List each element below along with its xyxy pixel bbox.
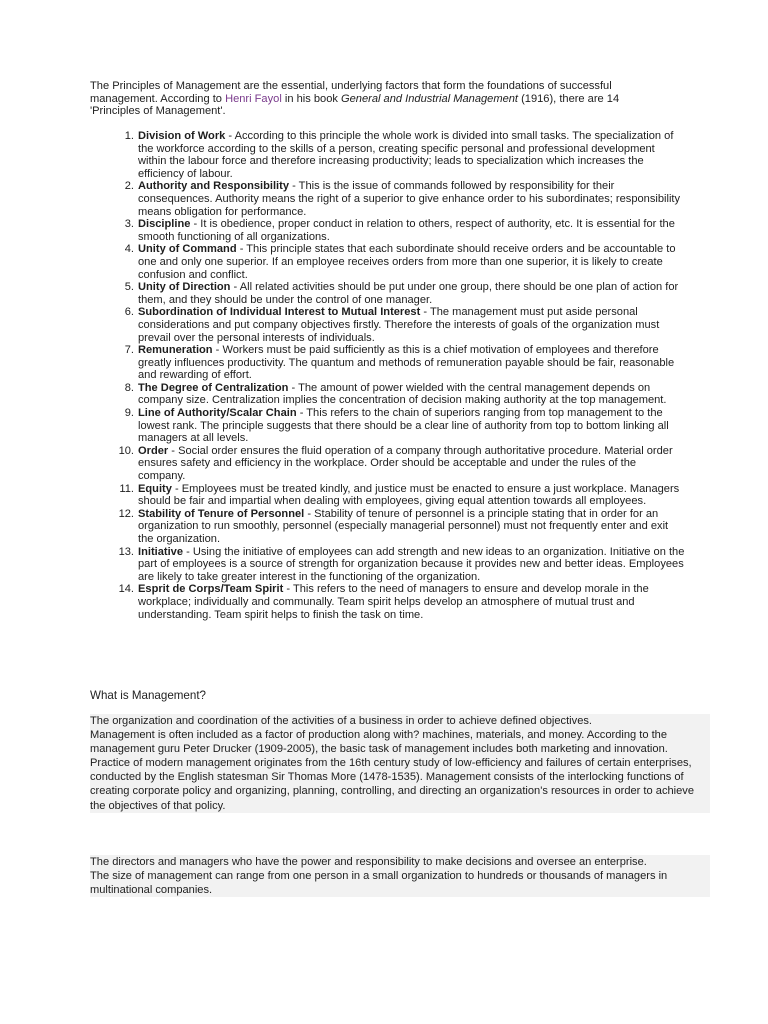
principle-description: - This refers to the need of managers to ensure and develop morale in the workplace; individually and communally. Team spirit helps develop an atmosphere of mutual trust and understanding. Team spirit helps to finish the task on time.: [138, 583, 649, 621]
principle-item: [90, 445, 685, 483]
principle-number: 5.: [124, 281, 134, 294]
principle-number: 10.: [118, 444, 134, 457]
henri-fayol-link[interactable]: Henri Fayol: [225, 92, 282, 105]
section-heading: What is Management?: [90, 689, 206, 702]
principle-number: 7.: [124, 344, 134, 357]
principle-number: 1.: [124, 130, 134, 142]
principle-item: [90, 243, 685, 281]
principle-term: Initiative: [138, 545, 184, 558]
principle-term: Subordination of Individual Interest to Mutual Interest: [138, 306, 421, 319]
principle-description: - According to this principle the whole work is divided into small tasks. The specialization of the workforce according to the skills of a person, creating specific personal and professional development within the labour force and therefore increasing productivity; leads to specialization which increases the efficiency of labour.: [138, 130, 674, 180]
principle-item: [90, 344, 685, 382]
definition-paragraph: The organization and coordination of the activities of a business in order to achieve defined objectives.: [90, 715, 592, 727]
intro-text-end: (1916), there are 14 'Principles of Management'.: [90, 92, 620, 118]
principle-term: Discipline: [138, 218, 191, 231]
principle-description: - It is obedience, proper conduct in relation to others, respect of authority, etc. It is essential for the smooth functioning of all organizations.: [138, 218, 675, 243]
principle-description: - This is the issue of commands followed by responsibility for their consequences. Authority means the right of a superior to give enhance order to his subordinates; responsibility means obligation for performance.: [138, 180, 681, 218]
management-description-paragraph: Management is often included as a factor of production along with? machines, materials, and money. According to the management guru Peter Drucker (1909-2005), the basic task of management includes both marketing and innovation. Practice of modern management originates from the 16th century study of low-efficiency and failures of certain enterprises, conducted by the English statesman Sir Thomas More (1478-1535). Management consists of the interlocking functions of creating corporate policy and organizing, planning, controlling, and directing an organization's resources in order to achieve the objectives of that policy.: [90, 729, 695, 812]
principle-item: [90, 483, 685, 508]
principle-item: [90, 508, 685, 546]
principle-term: Line of Authority/Scalar Chain: [138, 407, 297, 420]
principle-item: [90, 130, 685, 180]
principle-number: 3.: [124, 218, 134, 231]
principle-description: - The amount of power wielded with the central management depends on company size. Centralization implies the concentration of decision making authority at the top management.: [138, 381, 667, 407]
management-people-block: [90, 855, 710, 897]
principle-number: 2.: [124, 180, 134, 193]
directors-paragraph: The directors and managers who have the power and responsibility to make decisions and oversee an enterprise.: [90, 856, 647, 868]
principle-term: Esprit de Corps/Team Spirit: [138, 583, 284, 596]
principle-description: - Employees must be treated kindly, and justice must be enacted to ensure a just workplace. Managers should be fair and impartial when dealing with employees, giving equal attention towards all employees.: [138, 482, 680, 508]
principle-description: - This principle states that each subordinate should receive orders and be accountable to one and only one superior. If an employee receives orders from more than one superior, it is likely to create confusion and conflict.: [138, 243, 676, 281]
principle-term: Equity: [138, 482, 172, 495]
principle-description: - Workers must be paid sufficiently as this is a chief motivation of employees and therefore greatly influences productivity. The quantum and methods of remuneration payable should be fair, reasonable and rewarding of effort.: [138, 344, 675, 382]
principle-number: 8.: [124, 381, 134, 394]
principle-number: 12.: [118, 507, 134, 520]
principle-term: Order: [138, 444, 169, 457]
principle-number: 6.: [124, 306, 134, 319]
intro-paragraph: [90, 80, 650, 118]
principle-term: Unity of Command: [138, 243, 237, 256]
principle-description: - Using the initiative of employees can add strength and new ideas to an organization. Initiative on the part of employees is a source of strength for organization because it provides new and better ideas. Employees are likely to take greater interest in the functioning of the organization.: [138, 545, 685, 583]
principle-description: - Social order ensures the fluid operation of a company through authoritative procedure. Material order ensures safety and efficiency in the workplace. Order should be acceptable and under the rules of the company.: [138, 444, 673, 483]
principle-term: Stability of Tenure of Personnel: [138, 507, 305, 520]
principle-number: 13.: [118, 545, 134, 558]
principle-term: Remuneration: [138, 344, 213, 357]
principle-item: [90, 281, 685, 306]
principles-list: [90, 130, 685, 621]
principle-description: - The management must put aside personal considerations and put company objectives firstly. Therefore the interests of goals of the organization must prevail over the personal interests of individuals.: [138, 306, 660, 344]
principle-item: [90, 407, 685, 445]
principle-description: - Stability of tenure of personnel is a principle stating that in order for an organization to run smoothly, personnel (especially managerial personnel) must not frequently enter and exit the organization.: [138, 507, 669, 545]
principle-item: [90, 583, 685, 621]
principle-item: [90, 546, 685, 584]
principle-item: [90, 180, 685, 218]
principle-number: 14.: [118, 583, 134, 596]
principle-description: - All related activities should be put under one group, there should be one plan of action for them, and they should be under the control of one manager.: [138, 281, 679, 306]
principle-term: Authority and Responsibility: [138, 180, 290, 193]
intro-text-middle: in his book: [281, 92, 341, 105]
intro-text-start: The Principles of Management are the essential, underlying factors that form the foundations of successful management. According to: [90, 80, 612, 105]
principle-item: [90, 306, 685, 344]
principle-description: - This refers to the chain of superiors ranging from top management to the lowest rank. The principle suggests that there should be a clear line of authority from top to bottom linking all managers at all levels.: [138, 407, 669, 445]
management-definition-block: [90, 714, 710, 813]
principle-item: [90, 382, 685, 407]
principle-term: Division of Work: [138, 130, 226, 142]
principle-number: 4.: [124, 243, 134, 256]
management-size-paragraph: The size of management can range from one person in a small organization to hundreds or thousands of managers in multinational companies.: [90, 870, 668, 897]
principle-number: 9.: [124, 407, 134, 420]
principle-number: 11.: [119, 482, 134, 495]
principle-term: Unity of Direction: [138, 281, 231, 294]
book-title: General and Industrial Management: [341, 92, 518, 105]
principle-item: [90, 218, 685, 243]
principle-term: The Degree of Centralization: [138, 381, 289, 394]
